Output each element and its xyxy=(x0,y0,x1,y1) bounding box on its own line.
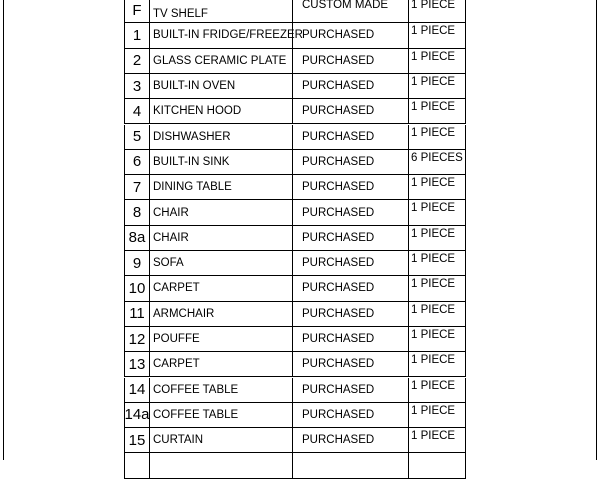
table-row xyxy=(124,276,466,301)
row-number: 8 xyxy=(124,200,150,224)
table-row xyxy=(124,403,466,428)
table-row xyxy=(124,327,466,352)
item-description: CURTAIN xyxy=(150,428,293,452)
cut-off-cell xyxy=(409,453,466,477)
row-number: 5 xyxy=(124,125,150,149)
row-number: 8a xyxy=(124,226,150,250)
table-row xyxy=(124,200,466,225)
item-source: PURCHASED xyxy=(293,327,409,351)
table-row xyxy=(124,302,466,327)
item-description: POUFFE xyxy=(150,327,293,351)
item-description: TV SHELF xyxy=(150,0,293,22)
item-description: BUILT-IN SINK xyxy=(150,150,293,174)
item-quantity: 1 PIECE xyxy=(409,378,466,402)
table-row-cut-off xyxy=(124,453,466,478)
item-source: PURCHASED xyxy=(293,125,409,149)
table-row xyxy=(124,125,466,150)
item-description: DISHWASHER xyxy=(150,125,293,149)
row-number: 6 xyxy=(124,150,150,174)
item-description: COFFEE TABLE xyxy=(150,403,293,427)
item-source: PURCHASED xyxy=(293,276,409,300)
table-row xyxy=(124,49,466,74)
item-quantity: 1 PIECE xyxy=(409,125,466,149)
table-row xyxy=(124,74,466,99)
item-source: PURCHASED xyxy=(293,378,409,402)
row-number: 14a xyxy=(124,403,150,427)
table-row xyxy=(124,23,466,48)
cut-off-cell xyxy=(293,453,409,477)
item-quantity: 1 PIECE xyxy=(409,23,466,47)
table-row xyxy=(124,175,466,200)
item-description: DINING TABLE xyxy=(150,175,293,199)
item-quantity: 1 PIECE xyxy=(409,403,466,427)
item-source: CUSTOM MADE xyxy=(293,0,409,22)
item-description: CHAIR xyxy=(150,226,293,250)
item-source: PURCHASED xyxy=(293,302,409,326)
item-quantity: 1 PIECE xyxy=(409,0,466,22)
item-description: CARPET xyxy=(150,352,293,376)
item-quantity: 1 PIECE xyxy=(409,428,466,452)
item-source: PURCHASED xyxy=(293,175,409,199)
table-row xyxy=(124,428,466,453)
item-source: PURCHASED xyxy=(293,150,409,174)
row-number: 15 xyxy=(124,428,150,452)
page-frame-left-line xyxy=(3,0,4,460)
item-description: CARPET xyxy=(150,276,293,300)
row-number: 12 xyxy=(124,327,150,351)
table-row xyxy=(124,378,466,403)
item-source: PURCHASED xyxy=(293,99,409,123)
table-row xyxy=(124,0,466,23)
row-number: 2 xyxy=(124,49,150,73)
item-source: PURCHASED xyxy=(293,403,409,427)
row-number: 11 xyxy=(124,302,150,326)
item-description: COFFEE TABLE xyxy=(150,378,293,402)
table-row xyxy=(124,251,466,276)
item-quantity: 1 PIECE xyxy=(409,276,466,300)
item-description: CHAIR xyxy=(150,200,293,224)
item-quantity: 1 PIECE xyxy=(409,175,466,199)
item-quantity: 1 PIECE xyxy=(409,251,466,275)
item-quantity: 1 PIECE xyxy=(409,352,466,376)
furniture-schedule-table xyxy=(124,0,466,468)
cut-off-cell xyxy=(150,453,293,477)
item-source: PURCHASED xyxy=(293,49,409,73)
item-source: PURCHASED xyxy=(293,251,409,275)
item-description: BUILT-IN OVEN xyxy=(150,74,293,98)
row-number: 4 xyxy=(124,99,150,123)
row-number: 9 xyxy=(124,251,150,275)
row-number: 10 xyxy=(124,276,150,300)
item-description: SOFA xyxy=(150,251,293,275)
table-row xyxy=(124,150,466,175)
row-number: F xyxy=(124,0,150,22)
row-number: 14 xyxy=(124,378,150,402)
item-quantity: 1 PIECE xyxy=(409,99,466,123)
item-source: PURCHASED xyxy=(293,23,409,47)
table-row xyxy=(124,352,466,377)
item-quantity: 1 PIECE xyxy=(409,226,466,250)
item-source: PURCHASED xyxy=(293,74,409,98)
item-quantity: 6 PIECES xyxy=(409,150,466,174)
item-quantity: 1 PIECE xyxy=(409,49,466,73)
item-quantity: 1 PIECE xyxy=(409,200,466,224)
table-row xyxy=(124,226,466,251)
page-frame-right-line xyxy=(596,0,597,460)
item-source: PURCHASED xyxy=(293,352,409,376)
item-source: PURCHASED xyxy=(293,428,409,452)
row-number: 7 xyxy=(124,175,150,199)
item-source: PURCHASED xyxy=(293,200,409,224)
item-description: ARMCHAIR xyxy=(150,302,293,326)
row-number: 13 xyxy=(124,352,150,376)
item-quantity: 1 PIECE xyxy=(409,327,466,351)
item-quantity: 1 PIECE xyxy=(409,74,466,98)
row-number: 3 xyxy=(124,74,150,98)
table-row xyxy=(124,99,466,124)
item-quantity: 1 PIECE xyxy=(409,302,466,326)
item-description: GLASS CERAMIC PLATE xyxy=(150,49,293,73)
item-description: KITCHEN HOOD xyxy=(150,99,293,123)
cut-off-cell xyxy=(124,453,150,477)
item-description: BUILT-IN FRIDGE/FREEZER xyxy=(150,23,293,47)
item-source: PURCHASED xyxy=(293,226,409,250)
row-number: 1 xyxy=(124,23,150,47)
